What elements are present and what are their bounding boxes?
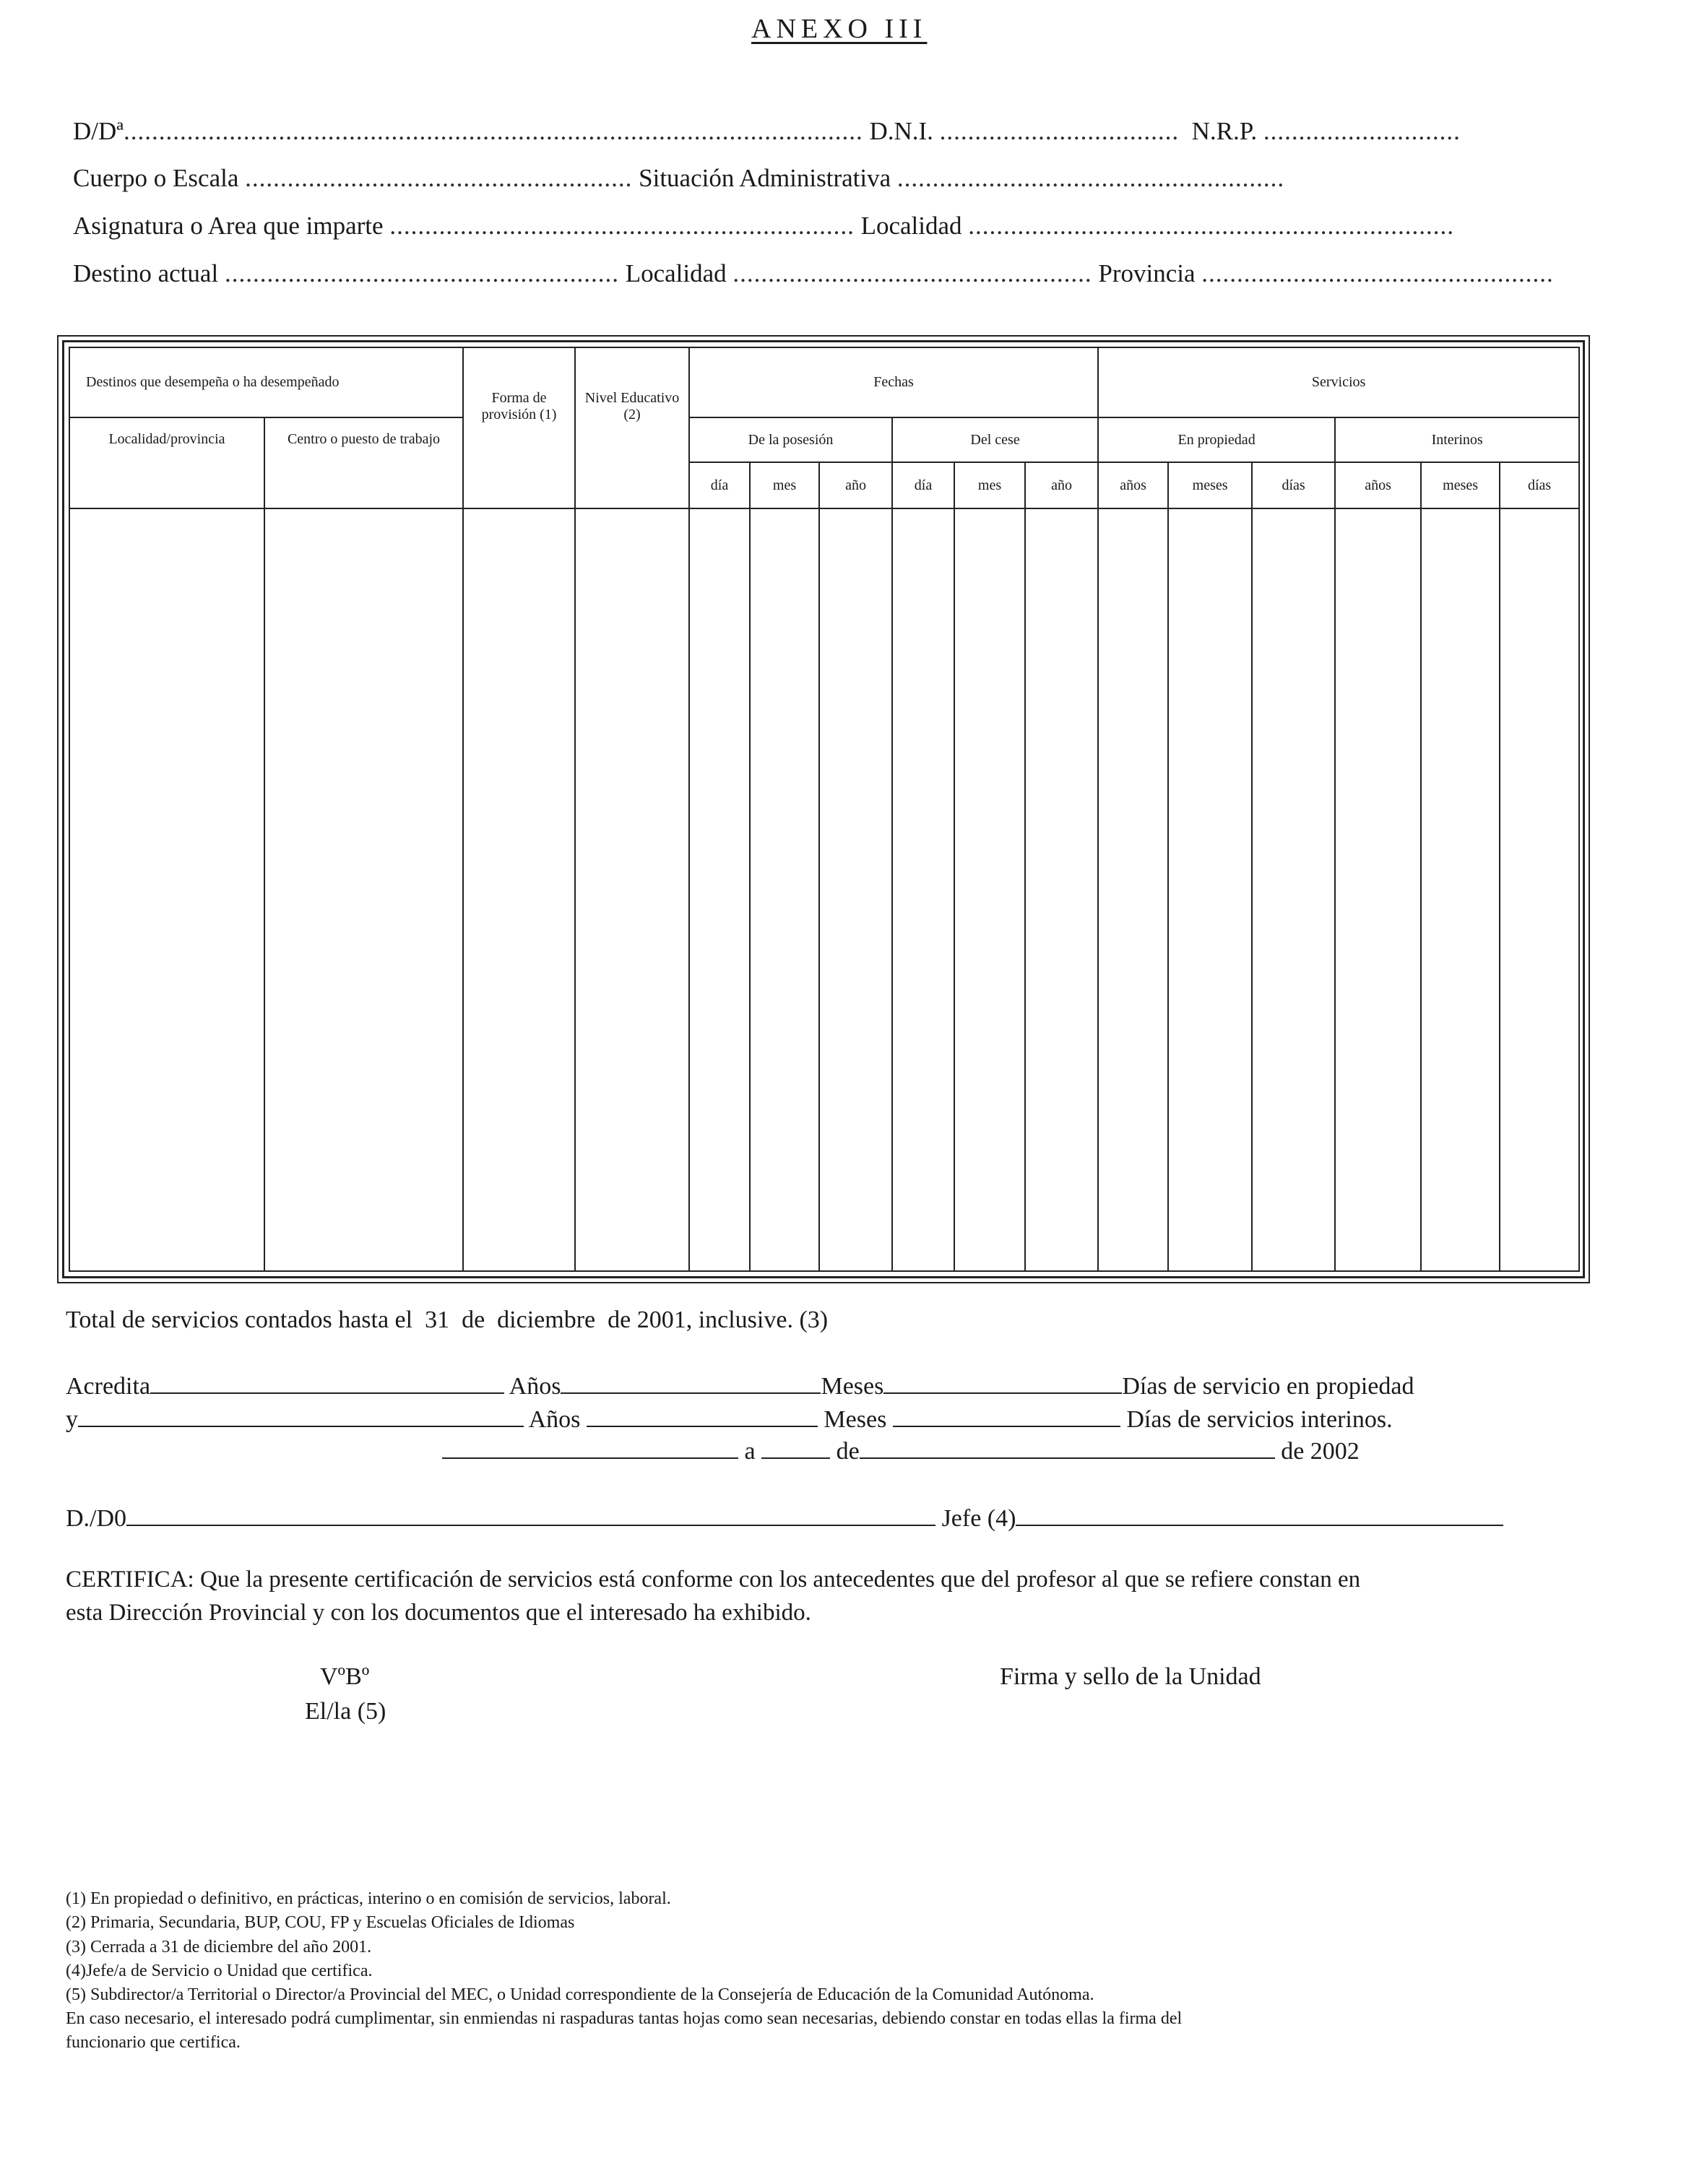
subheader-meses: meses <box>1168 462 1252 508</box>
cell-interinos-meses[interactable] <box>1421 508 1500 1271</box>
firma-sello-label: Firma y sello de la Unidad <box>1000 1663 1261 1690</box>
localidad2-label: Localidad <box>625 259 727 287</box>
y-field[interactable] <box>78 1404 524 1427</box>
cell-interinos-anos[interactable] <box>1335 508 1421 1271</box>
cell-propiedad-dias[interactable] <box>1252 508 1335 1271</box>
meses-propiedad-field[interactable] <box>883 1371 1122 1394</box>
header-en-propiedad: En propiedad <box>1098 417 1335 462</box>
dd-line <box>73 117 1461 146</box>
header-destinos: Destinos que desempeña o ha desempeñado <box>69 347 463 417</box>
dni-label: D.N.I. <box>869 117 933 145</box>
subheader-ano: año <box>819 462 892 508</box>
acredita-line <box>66 1371 1414 1400</box>
day-field[interactable] <box>761 1436 830 1459</box>
de-2002-label: de 2002 <box>1281 1438 1360 1465</box>
total-servicios-line: Total de servicios contados hasta el 31 de diciembre de 2001, inclusive. (3) <box>66 1306 829 1333</box>
header-de-la-posesion: De la posesión <box>689 417 892 462</box>
a-label: a <box>744 1438 756 1465</box>
y-label: y <box>66 1406 78 1433</box>
certifica-line-1: CERTIFICA: Que la presente certificación de servicios está conforme con los antecedentes que del profesor al que se refiere constan en <box>66 1566 1361 1592</box>
cell-posesion-dia[interactable] <box>689 508 750 1271</box>
meses-label: Meses <box>824 1406 887 1433</box>
meses-interinos-field[interactable] <box>893 1404 1120 1427</box>
dias-propiedad-label: Días de servicio en propiedad <box>1122 1373 1414 1400</box>
subheader-mes: mes <box>954 462 1025 508</box>
cuerpo-line <box>73 164 1284 193</box>
footnote-2: (2) Primaria, Secundaria, BUP, COU, FP y Escuelas Oficiales de Idiomas <box>66 1913 575 1932</box>
services-table-frame <box>62 340 1585 1278</box>
cell-forma-provision[interactable] <box>463 508 575 1271</box>
dd0-line <box>66 1503 1503 1533</box>
header-del-cese: Del cese <box>892 417 1098 462</box>
table-body-row <box>69 508 1579 1271</box>
situacion-field[interactable]: ....................................................... <box>896 164 1285 192</box>
footnote-4: (4)Jefe/a de Servicio o Unidad que certifica. <box>66 1962 373 1980</box>
dd0-field[interactable] <box>126 1503 935 1526</box>
cell-interinos-dias[interactable] <box>1500 508 1579 1271</box>
subheader-dia: día <box>689 462 750 508</box>
dd-field[interactable]: ......................................................................................................... <box>123 117 863 145</box>
jefe-field[interactable] <box>1016 1503 1503 1526</box>
acredita-label: Acredita <box>66 1373 151 1400</box>
dd-label: D/Dª <box>73 117 124 145</box>
header-forma-provision: Forma de provisión (1) <box>463 347 575 508</box>
footnote-note-2: funcionario que certifica. <box>66 2033 241 2052</box>
subheader-anos: años <box>1098 462 1168 508</box>
cuerpo-field[interactable]: ....................................................... <box>245 164 633 192</box>
header-localidad-provincia: Localidad/provincia <box>69 417 264 508</box>
footnote-5: (5) Subdirector/a Territorial o Director/a Provincial del MEC, o Unidad correspondiente de la Consejería de Educación de la Comunidad Autónoma. <box>66 1985 1094 2004</box>
de-label: de <box>836 1438 860 1465</box>
document-title: ANEXO III <box>751 14 928 44</box>
localidad2-field[interactable]: ................................................... <box>733 259 1092 287</box>
subheader-dias: días <box>1500 462 1579 508</box>
destino-label: Destino actual <box>73 259 219 287</box>
header-nivel-educativo: Nivel Educativo (2) <box>575 347 689 508</box>
meses-label: Meses <box>821 1373 884 1400</box>
cell-nivel-educativo[interactable] <box>575 508 689 1271</box>
vobo-label: VºBº <box>320 1663 370 1690</box>
footnote-3: (3) Cerrada a 31 de diciembre del año 2001. <box>66 1938 372 1956</box>
header-servicios: Servicios <box>1098 347 1579 417</box>
acredita-field[interactable] <box>150 1371 504 1394</box>
jefe-label: Jefe (4) <box>941 1505 1016 1532</box>
asignatura-line <box>73 212 1454 240</box>
subheader-anos: años <box>1335 462 1421 508</box>
cell-cese-ano[interactable] <box>1025 508 1098 1271</box>
cell-cese-dia[interactable] <box>892 508 954 1271</box>
subheader-ano: año <box>1025 462 1098 508</box>
destino-field[interactable]: ........................................................ <box>224 259 619 287</box>
header-fechas: Fechas <box>689 347 1098 417</box>
cell-propiedad-meses[interactable] <box>1168 508 1252 1271</box>
anos-label: Años <box>509 1373 561 1400</box>
cell-posesion-mes[interactable] <box>750 508 819 1271</box>
cell-localidad-provincia[interactable] <box>69 508 264 1271</box>
localidad-label: Localidad <box>860 212 962 240</box>
nrp-field[interactable]: ............................ <box>1263 117 1461 145</box>
subheader-dia: día <box>892 462 954 508</box>
anos-interinos-field[interactable] <box>587 1404 818 1427</box>
interinos-line <box>66 1404 1393 1434</box>
cell-cese-mes[interactable] <box>954 508 1025 1271</box>
asignatura-field[interactable]: .................................................................. <box>389 212 855 240</box>
cell-propiedad-anos[interactable] <box>1098 508 1168 1271</box>
dd0-label: D./D0 <box>66 1505 127 1532</box>
date-line <box>442 1436 1360 1465</box>
nrp-label: N.R.P. <box>1191 117 1258 145</box>
subheader-meses: meses <box>1421 462 1500 508</box>
services-table <box>69 347 1580 1272</box>
header-centro-trabajo: Centro o puesto de trabajo <box>264 417 463 508</box>
dni-field[interactable]: .................................. <box>939 117 1180 145</box>
asignatura-label: Asignatura o Area que imparte <box>73 212 384 240</box>
localidad-field[interactable]: ..................................................................... <box>968 212 1455 240</box>
subheader-dias: días <box>1252 462 1335 508</box>
place-field[interactable] <box>442 1436 738 1459</box>
cell-centro-trabajo[interactable] <box>264 508 463 1271</box>
provincia-label: Provincia <box>1098 259 1196 287</box>
cuerpo-label: Cuerpo o Escala <box>73 164 239 192</box>
month-field[interactable] <box>860 1436 1275 1459</box>
situacion-label: Situación Administrativa <box>639 164 891 192</box>
provincia-field[interactable]: .................................................. <box>1201 259 1554 287</box>
header-interinos: Interinos <box>1335 417 1579 462</box>
footnote-1: (1) En propiedad o definitivo, en prácticas, interino o en comisión de servicios, laboral. <box>66 1889 671 1908</box>
anos-label: Años <box>528 1406 581 1433</box>
destino-line <box>73 259 1554 288</box>
cell-posesion-ano[interactable] <box>819 508 892 1271</box>
subheader-mes: mes <box>750 462 819 508</box>
anos-propiedad-field[interactable] <box>561 1371 821 1394</box>
ella-label: El/la (5) <box>305 1698 386 1725</box>
dias-interinos-label: Días de servicios interinos. <box>1126 1406 1393 1433</box>
certifica-line-2: esta Dirección Provincial y con los documentos que el interesado ha exhibido. <box>66 1600 811 1626</box>
footnote-note-1: En caso necesario, el interesado podrá cumplimentar, sin enmiendas ni raspaduras tantas hojas como sean necesarias, debiendo constar en todas ellas la firma del <box>66 2009 1183 2028</box>
